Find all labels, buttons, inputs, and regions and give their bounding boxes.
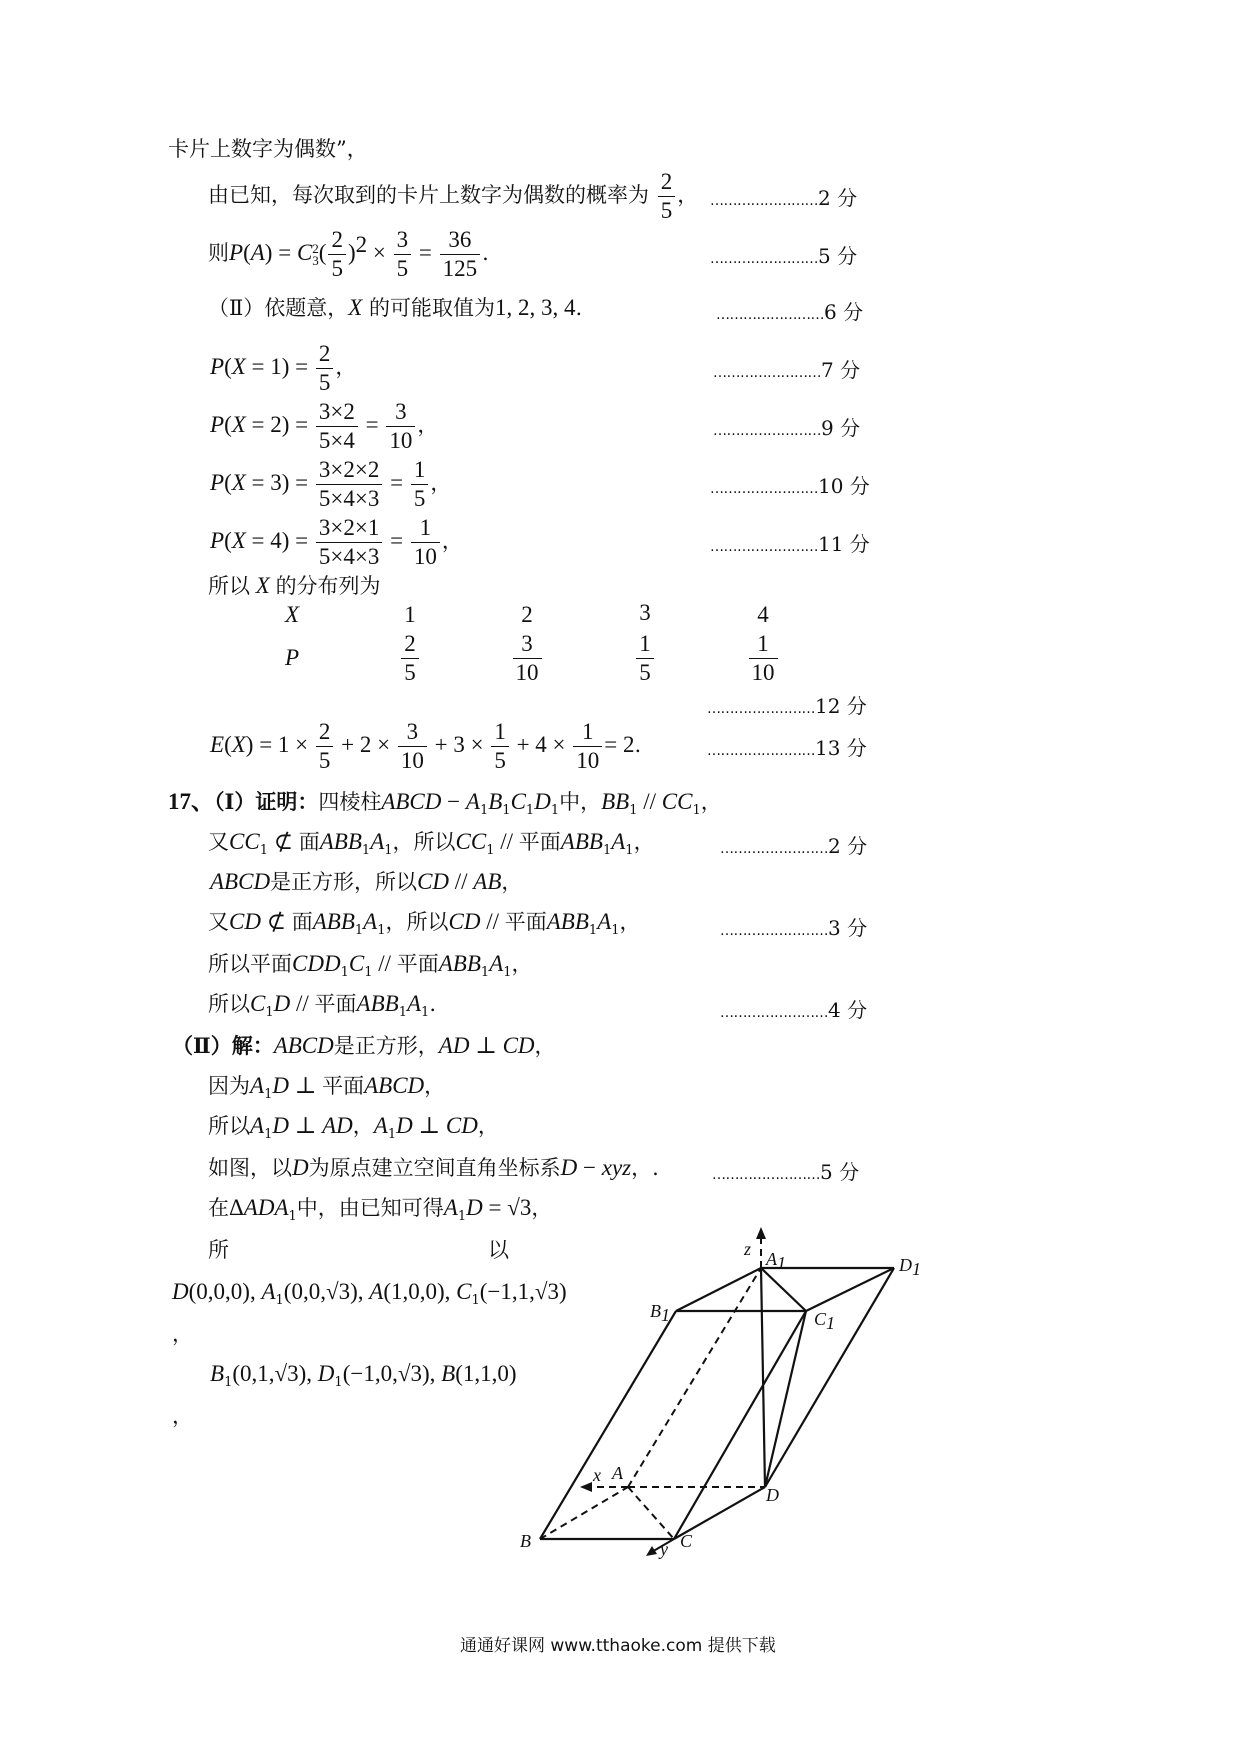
label-d1: D1 — [899, 1255, 921, 1279]
text-line: 所 — [208, 1238, 229, 1262]
score: ……………………13 分 — [707, 736, 867, 760]
text-line: 所以 X 的分布列为 — [208, 573, 381, 598]
text-line: 则P(A) = C 2 3 ( $\frac{2}{5}$ )$^2$ × $\frac{3}{5}$ = $\frac{36}{125}$ . — [208, 227, 489, 281]
text-line: 在$\Delta ADA_1$中，由已知可得$A_1D = √3$， — [208, 1195, 553, 1225]
text-line: ， — [172, 1404, 193, 1428]
label-c: C — [680, 1531, 693, 1551]
score: ……………………6 分 — [716, 300, 864, 324]
fraction: $\frac{2}{5}$ — [658, 168, 676, 225]
text-line: P(X = 2) = $\frac{3\times 2}{5\times 4}$ = $\frac{3}{10}$ ， — [210, 399, 439, 453]
coordinates-line: $B_1(0,1,√3)$, $D_1(-1,0,√3)$, B(1,1,0) — [210, 1361, 517, 1391]
table-x-value: 1 — [404, 602, 416, 627]
text-line: 又$CC_1$ ⊄ 面$ABB_1A_1$，所以$CC_1$ // 平面$ABB_1A_1$， — [208, 829, 655, 859]
text-line: ABCD是正方形，所以CD // AB， — [210, 869, 523, 894]
table-p-value: $\frac{1}{5}$ — [615, 630, 675, 687]
z-axis-arrow — [756, 1227, 766, 1239]
label-z: z — [744, 1239, 752, 1259]
x-axis-arrow — [580, 1482, 592, 1492]
text-line: 以 — [488, 1238, 509, 1262]
hidden-edges — [540, 1230, 765, 1539]
text-line: 由已知，每次取到的卡片上数字为偶数的概率为 $\frac{2}{5}$ ， — [208, 169, 699, 223]
table-x-label: X — [284, 602, 300, 627]
score: ……………………4 分 — [720, 998, 868, 1022]
score: ……………………2 分 — [720, 834, 868, 858]
fraction: $\frac{36}{125}$ — [440, 226, 481, 283]
text: 由已知，每次取到的卡片上数字为偶数的概率为 — [208, 183, 649, 207]
score: ……………………2 分 — [710, 186, 858, 210]
label-a1: A1 — [766, 1249, 786, 1273]
coordinates-line: D(0,0,0), $A_1(0,0,√3)$, A(1,0,0), $C_1(-1,1,√3)$ — [172, 1279, 567, 1309]
text-line: ， — [172, 1322, 193, 1346]
text-line: E(X) = 1 × $\frac{2}{5}$ + 2 × $\frac{3}{10}$ + 3 × $\frac{1}{5}$ + 4 × $\frac{1}{10}$ = 2. — [210, 719, 642, 773]
text-line: P(X = 1) = $\frac{2}{5}$ ， — [210, 341, 357, 395]
score: ……………………5 分 — [712, 1160, 860, 1184]
score: ……………………7 分 — [713, 358, 861, 382]
text-line: （Ⅱ）解：ABCD是正方形，AD ⊥ CD， — [172, 1033, 556, 1058]
table-x-value: 4 — [757, 602, 769, 627]
text-line: 17、（Ⅰ）证明：四棱柱ABCD − $A_1B_1C_1D_1$中，$BB_1 // CC_1$， — [168, 789, 722, 819]
text-line: 如图，以D为原点建立空间直角坐标系D − xyz，. — [208, 1155, 659, 1180]
score: ……………………11 分 — [710, 532, 870, 556]
text-line: 又CD ⊄ 面$ABB_1A_1$，所以CD // 平面$ABB_1A_1$， — [208, 909, 641, 939]
table-x-value: 2 — [521, 602, 533, 627]
label-b: B — [520, 1531, 531, 1551]
table-p-value: $\frac{2}{5}$ — [380, 630, 440, 687]
score: ……………………9 分 — [713, 416, 861, 440]
label-y: y — [660, 1539, 668, 1559]
score: ……………………10 分 — [710, 474, 870, 498]
score: ……………………5 分 — [710, 244, 858, 268]
label-x: x — [593, 1465, 601, 1485]
label-c1: C1 — [814, 1309, 836, 1333]
text-line: （Ⅱ）依题意，X 的可能取值为1, 2, 3, 4. — [208, 295, 583, 320]
text-line — [168, 135, 368, 163]
footer-watermark: 通通好课网 www.tthaoke.com 提供下载 — [460, 1636, 776, 1656]
text-line: 所以平面$CDD_1C_1$ // 平面$ABB_1A_1$， — [208, 951, 533, 981]
table-p-label: P — [284, 645, 300, 670]
score: ……………………12 分 — [707, 694, 867, 718]
text-line: 所以$A_1D$ ⊥ AD，$A_1D$ ⊥ CD， — [208, 1113, 499, 1143]
label-d: D — [766, 1485, 779, 1505]
prism-edges — [540, 1268, 894, 1539]
text-line: 因为$A_1D$ ⊥ 平面ABCD， — [208, 1073, 446, 1103]
score: ……………………3 分 — [720, 916, 868, 940]
text: 卡片上数字为偶数”， — [168, 137, 368, 161]
table-p-value: $\frac{1}{10}$ — [733, 630, 793, 687]
text-line: P(X = 4) = $\frac{3\times 2\times 1}{5\times 4\times 3}$ = $\frac{1}{10}$ ， — [210, 515, 463, 569]
text-line: P(X = 3) = $\frac{3\times 2\times 2}{5\times 4\times 3}$ = $\frac{1}{5}$ ， — [210, 457, 452, 511]
prism-figure — [500, 1225, 960, 1754]
label-a: A — [612, 1463, 623, 1483]
table-p-value: $\frac{3}{10}$ — [497, 630, 557, 687]
label-b1: B1 — [650, 1301, 670, 1325]
table-x-value: 3 — [639, 600, 651, 625]
text-line: 所以$C_1D$ // 平面$ABB_1A_1$. — [208, 991, 436, 1021]
